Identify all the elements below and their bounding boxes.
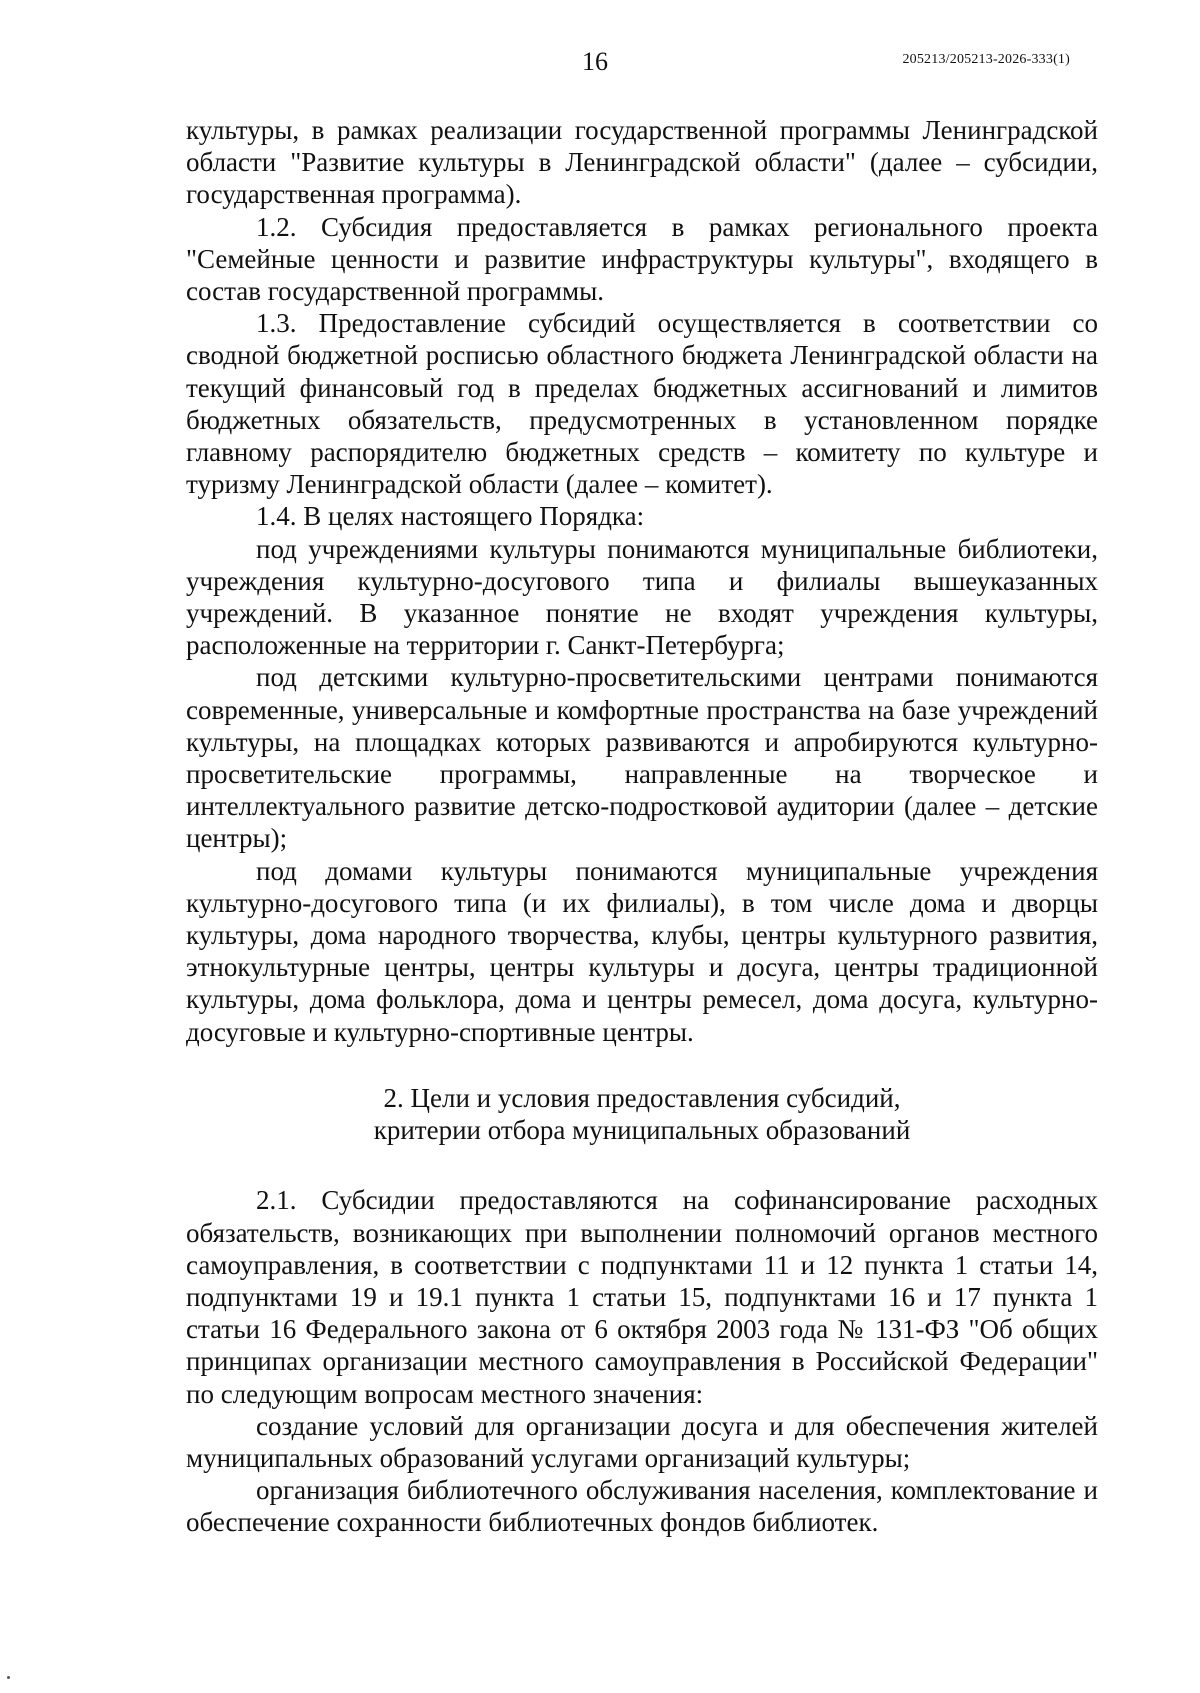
document-body [186,114,1098,1539]
page-number: 16 [582,47,608,76]
definition-children-centers: под детскими культурно-просветительскими центрами понимаются современные, универсальные и комфортные пространства на базе учреждений культуры, на площадках которых развиваются и апробируются культурно-просветительские программы, направленные на творческое и интеллектуального развитие детско-подростковой аудитории (далее – детские центры); [186,662,1098,854]
section-heading [186,1082,1098,1146]
paragraph-1-3: 1.3. Предоставление субсидий осуществляется в соответствии со сводной бюджетной росписью областного бюджета Ленинградской области на текущий финансовый год в пределах бюджетных ассигнований и лимитов бюджетных обязательств, предусмотренных в установленном порядке главному распорядителю бюджетных средств – комитету по культуре и туризму Ленинградской области (далее – комитет). [186,308,1098,500]
local-issue-leisure: создание условий для организации досуга и для обеспечения жителей муниципальных образований услугами организаций культуры; [186,1410,1098,1473]
local-issue-libraries: организация библиотечного обслуживания населения, комплектование и обеспечение сохранности библиотечных фондов библиотек. [186,1475,1098,1538]
paragraph-continuation: культуры, в рамках реализации государственной программы Ленинградской области "Развитие культуры в Ленинградской области" (далее – субсидии, государственная программа). [186,115,1098,210]
paragraph-1-2: 1.2. Субсидия предоставляется в рамках регионального проекта "Семейные ценности и развитие инфраструктуры культуры", входящего в состав государственной программы. [186,211,1098,307]
paragraph-2-1: 2.1. Субсидии предоставляются на софинансирование расходных обязательств, возникающих при выполнении полномочий органов местного самоуправления, в соответствии с подпунктами 11 и 12 пункта 1 статьи 14, подпунктами 19 и 19.1 пункта 1 статьи 15, подпунктами 16 и 17 пункта 1 статьи 16 Федерального закона от 6 октября 2003 года № 131-ФЗ "Об общих принципах организации местного самоуправления в Российской Федерации" по следующим вопросам местного значения: [186,1185,1098,1409]
paragraph-1-4: 1.4. В целях настоящего Порядка: [256,501,645,532]
document-code: 205213/205213-2026-333(1) [902,52,1070,67]
definition-houses-of-culture: под домами культуры понимаются муниципальные учреждения культурно-досугового типа (и их филиалы), в том числе дома и дворцы культуры, дома народного творчества, клубы, центры культурного развития, этнокультурные центры, центры культуры и досуга, центры традиционной культуры, дома фольклора, дома и центры ремесел, дома досуга, культурно-досуговые и культурно-спортивные центры. [186,855,1098,1047]
scan-speck [7,1676,10,1679]
section-heading-line-1: 2. Цели и условия предоставления субсидий, [383,1082,901,1113]
section-heading-line-2: критерии отбора муниципальных образований [373,1115,911,1146]
definition-cultural-institutions: под учреждениями культуры понимаются муниципальные библиотеки, учреждения культурно-досугового типа и филиалы вышеуказанных учреждений. В указанное понятие не входят учреждения культуры, расположенные на территории г. Санкт-Петербурга; [186,533,1098,661]
